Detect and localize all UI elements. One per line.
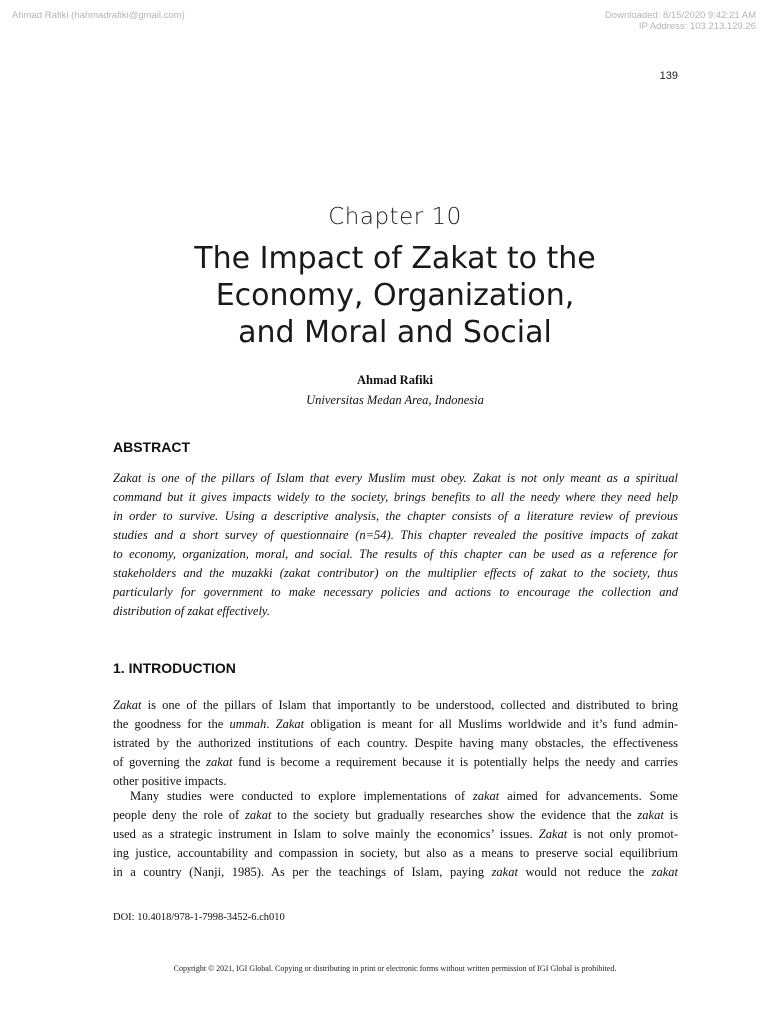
italic-term: Zakat: [113, 698, 142, 712]
text-run: the goodness for the: [113, 717, 230, 731]
text-run: would not reduce the: [517, 865, 652, 879]
italic-term: zakat: [637, 808, 664, 822]
copyright-notice: Copyright © 2021, IGI Global. Copying or distributing in print or electronic forms without written permission of IGI Global is prohibited.: [173, 964, 617, 973]
chapter-label: Chapter 10: [328, 204, 462, 230]
chapter-title: [0, 240, 768, 351]
title-line: Economy, Organization,: [215, 278, 575, 313]
text-run: other positive impacts.: [113, 774, 227, 788]
abstract-line: command but it gives impacts widely to the society, brings benefits to all the needy where they need help: [113, 490, 678, 504]
text-run: obligation is meant for all Muslims worldwide and it’s fund admin-: [304, 717, 678, 731]
text-run: aimed for advancements. Some: [499, 789, 678, 803]
introduction-paragraph-1: [113, 696, 678, 791]
paragraph-line: [113, 863, 678, 882]
text-run: in a country (Nanji, 1985). As per the teachings of Islam, paying: [113, 865, 492, 879]
italic-term: zakat: [206, 755, 233, 769]
text-run: to the society but gradually researches show the evidence that the: [271, 808, 638, 822]
author-affiliation: Universitas Medan Area, Indonesia: [306, 393, 484, 407]
abstract-heading: ABSTRACT: [113, 439, 190, 455]
italic-term: zakat: [472, 789, 500, 803]
italic-term: ummah: [229, 717, 267, 731]
doi: DOI: 10.4018/978-1-7998-3452-6.ch010: [113, 912, 285, 923]
text-run: Many studies were conducted to explore implementations of: [130, 789, 473, 803]
title-line: and Moral and Social: [238, 315, 552, 350]
text-run: .: [266, 717, 276, 731]
text-run: used as a strategic instrument in Islam to solve mainly the economics’ issues.: [113, 827, 539, 841]
text-run: is not only promot-: [567, 827, 678, 841]
paragraph-line: [113, 753, 678, 772]
text-run: people deny the role of: [113, 808, 246, 822]
italic-term: zakat: [245, 808, 272, 822]
download-timestamp: Downloaded: 8/15/2020 9:42:21 AM: [604, 10, 756, 21]
paragraph-line: [113, 844, 678, 863]
ip-address: IP Address: 103.213.129.26: [638, 21, 756, 32]
italic-term: Zakat: [538, 827, 568, 841]
introduction-heading: 1. INTRODUCTION: [113, 660, 236, 676]
paragraph-line: [113, 696, 678, 715]
paragraph-line: [113, 825, 678, 844]
paragraph-line: [113, 806, 678, 825]
abstract-line: stakeholders and the muzakki (zakat contributor) on the multiplier effects of zakat to the society, thus: [113, 566, 678, 580]
text-run: is: [663, 808, 679, 822]
abstract-line: studies and a short survey of questionnaire (n=54). This chapter revealed the positive impacts of zakat: [113, 528, 678, 542]
watermark-download-info: [605, 10, 756, 32]
text-run: of governing the: [113, 755, 207, 769]
abstract-line: Zakat is one of the pillars of Islam that every Muslim must obey. Zakat is not only meant as a spiritual: [113, 471, 678, 485]
watermark-email: Ahmad Rafiki (hahmadrafiki@gmail.com): [12, 10, 185, 21]
italic-term: Zakat: [275, 717, 305, 731]
abstract-line: particularly for government to make necessary policies and actions to encourage the collection and: [113, 585, 678, 599]
paragraph-line: [113, 734, 678, 753]
text-run: fund is become a requirement because it is potentially helps the needy and carries: [232, 755, 678, 769]
abstract-body: [113, 469, 678, 621]
author-name: Ahmad Rafiki: [356, 373, 434, 387]
text-run: ing justice, accountability and compassion in society, but also as a means to preserve social equilibrium: [113, 846, 678, 860]
abstract-line: to economy, organization, moral, and social. The results of this chapter can be used as a reference for: [113, 547, 678, 561]
page-number: 139: [659, 70, 678, 82]
paragraph-line: [113, 787, 678, 806]
text-run: istrated by the authorized institutions of each country. Despite having many obstacles, the effectiveness: [113, 736, 678, 750]
text-run: is one of the pillars of Islam that importantly to be understood, collected and distributed to bring: [141, 698, 678, 712]
paragraph-line: [113, 715, 678, 734]
title-line: The Impact of Zakat to the: [194, 241, 596, 276]
introduction-paragraph-2: [113, 787, 678, 882]
italic-term: zakat: [651, 865, 678, 879]
abstract-line: distribution of zakat effectively.: [113, 604, 270, 618]
italic-term: zakat: [491, 865, 518, 879]
abstract-line: in order to survive. Using a descriptive analysis, the chapter consists of a literature review of previous: [113, 509, 678, 523]
